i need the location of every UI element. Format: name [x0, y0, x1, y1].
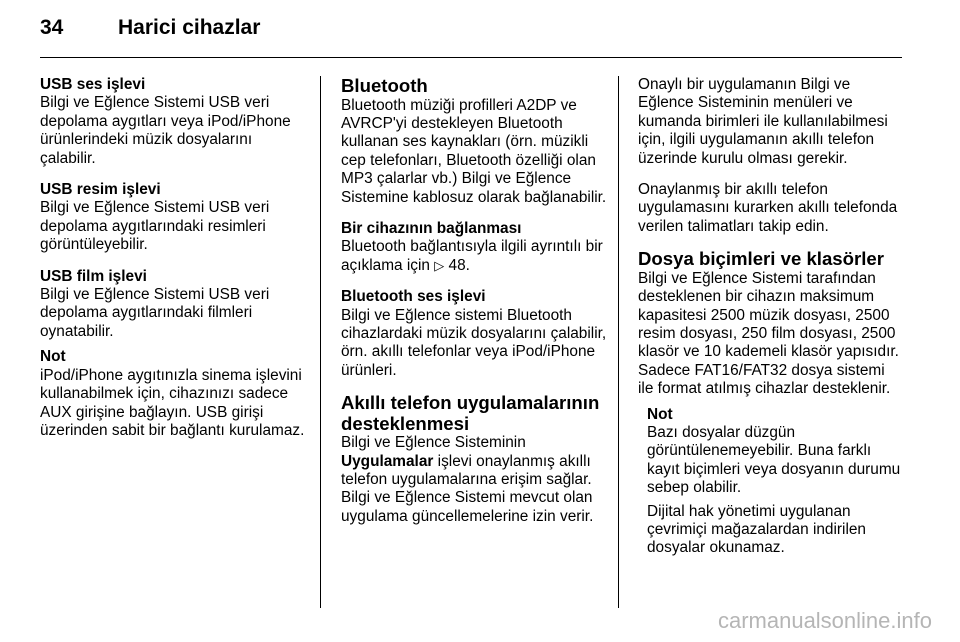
apps-text-pre: Bilgi ve Eğlence Sisteminin [341, 434, 526, 452]
note-title-2: Not [647, 405, 673, 423]
usb-image-section [40, 181, 310, 255]
usb-audio-section [40, 76, 310, 168]
note-section [40, 348, 310, 440]
usb-image-title: USB resim işlevi [40, 181, 161, 199]
bluetooth-section [341, 76, 611, 207]
connect-text: Bluetooth bağlantısıyla ilgili ayrıntılı bir açıklama için [341, 238, 603, 274]
apps-section [341, 393, 611, 526]
note-section-2 [647, 406, 904, 558]
note-title: Not [40, 348, 66, 366]
usb-image-text: Bilgi ve Eğlence Sistemi USB veri depolama aygıtlarındaki resimleri görüntüleyebilir. [40, 199, 270, 254]
approved-text: Onaylı bir uygulamanın Bilgi ve Eğlence Sisteminin menüleri ve kumanda birimleri ile kullanılabilmesi için, ilgili uygulamanın akıllı telefon üzerinde kurulu olması gerekir. [638, 76, 888, 167]
instructions-text: Onaylanmış bir akıllı telefon uygulamasını kurarken akıllı telefonda verilen talimatları takip edin. [638, 181, 898, 235]
note-text: iPod/iPhone aygıtınızla sinema işlevini kullanabilmek için, cihazınızı sadece AUX girişine bağlayın. USB girişi üzerinden sabit bir bağlantı kurulamaz. [40, 366, 305, 439]
note-text-1: Bazı dosyalar düzgün görüntülenemeyebilir. Buna farklı kayıt biçimleri veya dosyanın durumu sebep olabilir. [647, 424, 901, 497]
apps-text-post: işlevi onaylanmış akıllı telefon uygulamalarına erişim sağlar. Bilgi ve Eğlence Sistemi mevcut olan uygulama güncellemelerine izin verir. [341, 452, 594, 525]
usb-audio-title: USB ses işlevi [40, 76, 146, 93]
usb-film-section [40, 268, 310, 342]
connect-section [341, 220, 611, 275]
bluetooth-title: Bluetooth [341, 75, 428, 96]
bt-audio-section [341, 288, 611, 380]
apps-bold: Uygulamalar [341, 452, 434, 470]
watermark: carmanualsonline.info [717, 608, 932, 633]
usb-film-text: Bilgi ve Eğlence Sistemi USB veri depolama aygıtlarındaki filmleri oynatabilir. [40, 286, 270, 340]
header-rule [40, 57, 902, 58]
column-3 [638, 76, 904, 571]
apps-title: Akıllı telefon uygulamalarının desteklenmesi [341, 392, 600, 434]
bt-audio-title: Bluetooth ses işlevi [341, 288, 486, 306]
page-reference-arrow-icon: ▷ [434, 257, 445, 273]
usb-audio-text: Bilgi ve Eğlence Sistemi USB veri depolama aygıtları veya iPod/iPhone ürünlerindeki müzik dosyalarını çalabilir. [40, 94, 291, 167]
note-text-2: Dijital hak yönetimi uygulanan çevrimiçi mağazalardan indirilen dosyalar okunamaz. [647, 502, 866, 557]
column-divider [618, 76, 619, 608]
bt-audio-text: Bilgi ve Eğlence sistemi Bluetooth cihazlardaki müzik dosyalarını çalabilir, örn. akıllı telefonlar veya iPod/iPhone ürünleri. [341, 306, 607, 379]
connect-title: Bir cihazının bağlanması [341, 219, 522, 237]
column-1 [40, 76, 310, 453]
connect-reference: 48. [448, 256, 470, 274]
column-2 [341, 76, 611, 539]
formats-text: Bilgi ve Eğlence Sistemi tarafından desteklenen bir cihazın maksimum kapasitesi 2500 müzik dosyası, 2500 resim dosyası, 250 film dosyası, 2500 klasör ve 10 kademeli klasör yapısıdır. Sadece FAT16/FAT32 dosya sistemi ile format atılmış cihazlar desteklenir. [638, 269, 899, 398]
page-number: 34 [40, 16, 64, 39]
formats-section [638, 249, 904, 398]
bluetooth-text: Bluetooth müziği profilleri A2DP ve AVRCP'yi destekleyen Bluetooth kullanan ses kaynakları (örn. müzikli cep telefonları, Bluetooth özelliği olan MP3 çalarlar vb.) Bilgi ve Eğlence Sistemine kablosuz olarak bağlanabilir. [341, 96, 607, 206]
page-header [40, 16, 260, 56]
usb-film-title: USB film işlevi [40, 267, 147, 285]
formats-title: Dosya biçimleri ve klasörler [638, 248, 884, 270]
page-title: Harici cihazlar [118, 16, 261, 39]
column-divider [320, 76, 321, 608]
